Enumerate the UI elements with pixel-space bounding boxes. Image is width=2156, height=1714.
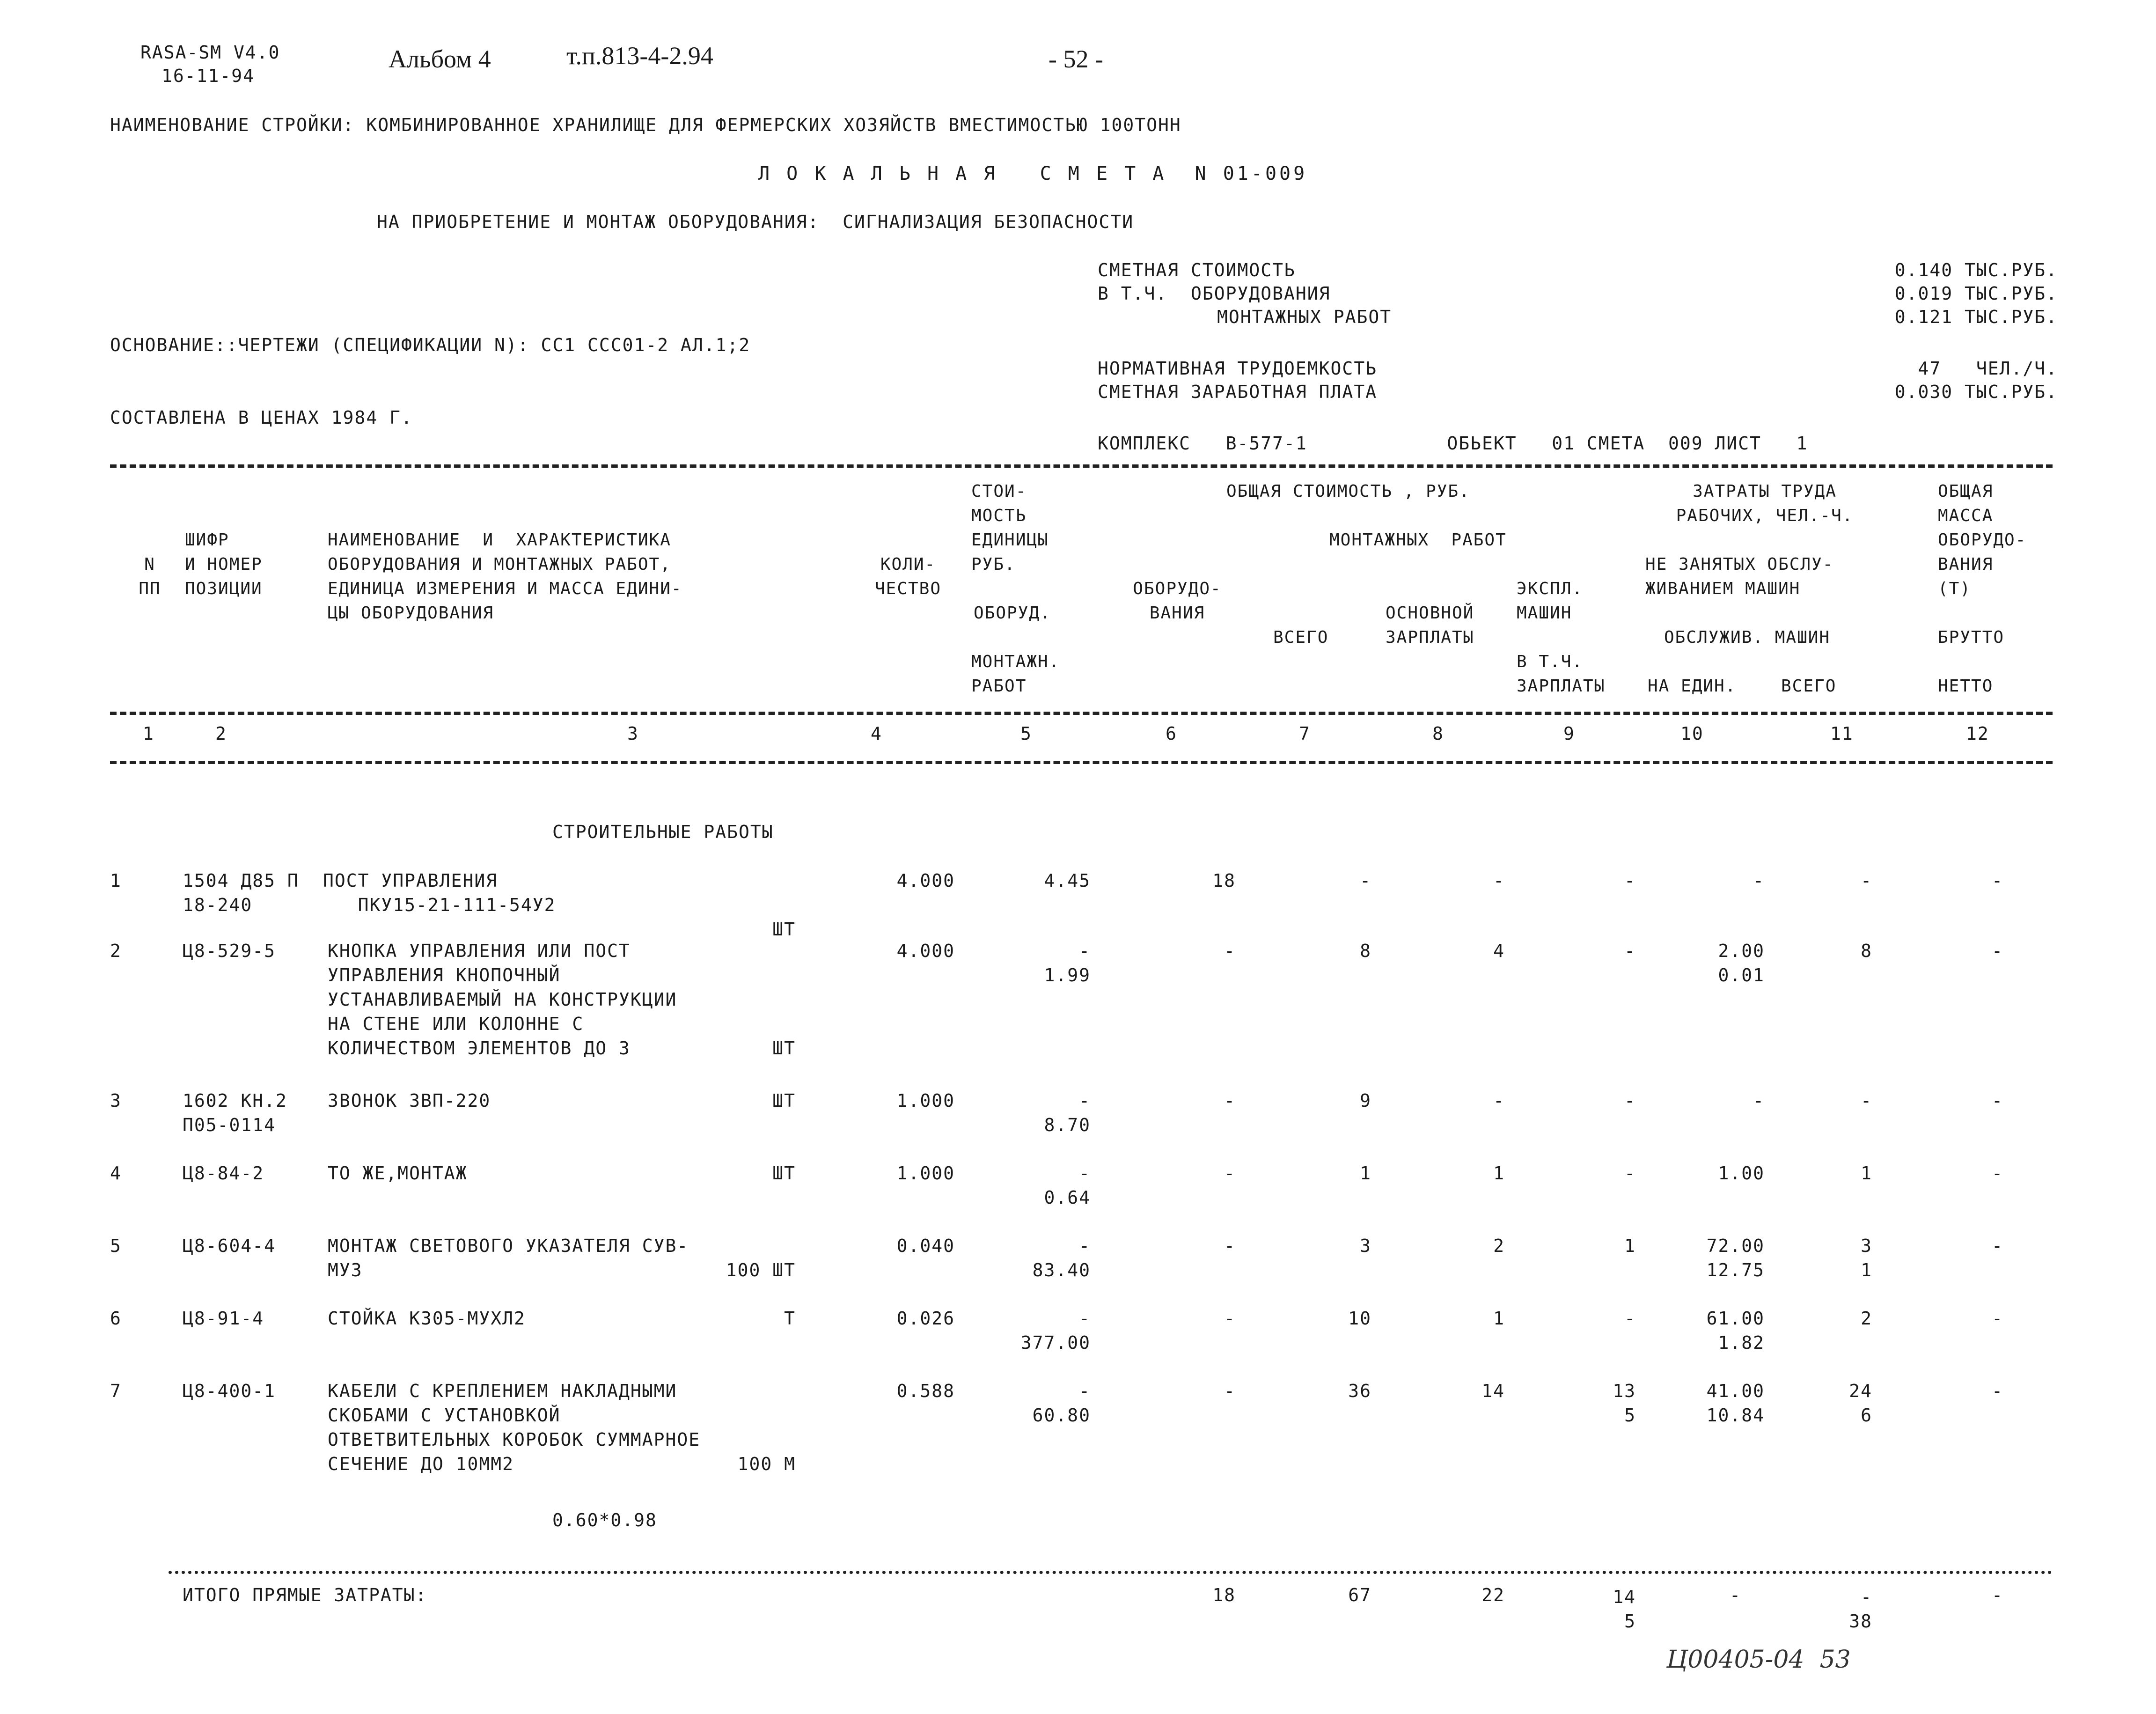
row-labor-total: - xyxy=(1861,1090,1872,1111)
header-labor-sub: НЕ ЗАНЯТЫХ ОБСЛУ- ЖИВАНИЕМ МАШИН xyxy=(1645,555,1834,598)
row-labor-unit: 1.00 xyxy=(1718,1163,1765,1184)
album-label: Альбом 4 xyxy=(389,45,491,73)
header-unit-install: МОНТАЖН. РАБОТ xyxy=(971,652,1060,696)
row-unit-price: 4.45 xyxy=(1044,870,1091,891)
row-machines: - xyxy=(1624,1308,1636,1329)
header-labor: ЗАТРАТЫ ТРУДА РАБОЧИХ, ЧЕЛ.-Ч. xyxy=(1676,482,1854,525)
summary-equip-value: 0.019 ТЫС.РУБ. xyxy=(1894,283,2058,304)
row-quantity: 4.000 xyxy=(896,870,955,891)
section-title: СТРОИТЕЛЬНЫЕ РАБОТЫ xyxy=(552,822,774,842)
row-machines: - xyxy=(1624,1090,1636,1111)
header-unit-equip: ОБОРУД. xyxy=(974,603,1051,623)
row-unit-price: - 377.00 xyxy=(1020,1308,1091,1353)
totals-mass: - xyxy=(1992,1585,2003,1605)
row-unit: Т xyxy=(784,1308,796,1329)
totals-install: 67 xyxy=(1348,1585,1371,1605)
row-labor-unit: 2.00 0.01 xyxy=(1718,941,1765,986)
totals-labor-total: - 38 xyxy=(1849,1587,1872,1632)
row-install-total: 36 xyxy=(1348,1381,1371,1401)
handwritten-note: Ц00405-04 53 xyxy=(1666,1646,1851,1674)
row-number: 7 xyxy=(110,1381,122,1401)
row-labor-total: 2 xyxy=(1861,1308,1872,1329)
row-equipment-cost: - xyxy=(1224,1236,1236,1256)
summary-cost-label: СМЕТНАЯ СТОИМОСТЬ xyxy=(1098,260,1296,280)
row-code: Ц8-400-1 xyxy=(183,1381,276,1401)
row-number: 3 xyxy=(110,1090,122,1111)
row-unit: 100 М xyxy=(737,1454,796,1474)
coefficient-note: 0.60*0.98 xyxy=(552,1510,657,1530)
totals-equip: 18 xyxy=(1212,1585,1236,1605)
program-version: RASA-SM V4.0 xyxy=(140,42,280,63)
row-wage: 14 xyxy=(1481,1381,1505,1401)
row-machines: - xyxy=(1624,870,1636,891)
row-wage: - xyxy=(1493,870,1505,891)
row-number: 2 xyxy=(110,941,122,961)
row-equipment-cost: - xyxy=(1224,1308,1236,1329)
summary-labor-label: НОРМАТИВНАЯ ТРУДОЕМКОСТЬ xyxy=(1098,358,1378,379)
row-quantity: 4.000 xyxy=(896,941,955,961)
row-labor-unit: - xyxy=(1753,1090,1765,1111)
summary-cost-value: 0.140 ТЫС.РУБ. xyxy=(1894,260,2058,280)
row-wage: - xyxy=(1493,1090,1505,1111)
header-total-cost: ОБЩАЯ СТОИМОСТЬ , РУБ. xyxy=(1226,482,1470,501)
row-unit-price: - 60.80 xyxy=(1032,1381,1091,1426)
row-unit: 100 ШТ xyxy=(726,1260,796,1280)
summary-wage-value: 0.030 ТЫС.РУБ. xyxy=(1894,382,2058,402)
header-qty: КОЛИ- ЧЕСТВО xyxy=(874,555,942,598)
row-mass: - xyxy=(1992,1163,2003,1184)
header-unit-cost: СТОИ- МОСТЬ ЕДИНИЦЫ РУБ. xyxy=(971,482,1049,574)
row-wage: 2 xyxy=(1493,1236,1505,1256)
row-number: 1 xyxy=(110,870,122,891)
row-mass: - xyxy=(1992,1308,2003,1329)
row-name: СТОЙКА К305-МУХЛ2 xyxy=(328,1308,526,1329)
row-number: 4 xyxy=(110,1163,122,1184)
header-machines: ЭКСПЛ. МАШИН xyxy=(1517,579,1584,623)
header-labor-total: ВСЕГО xyxy=(1781,677,1837,696)
column-number: 1 xyxy=(143,723,154,744)
row-labor-unit: - xyxy=(1753,870,1765,891)
row-machines: - xyxy=(1624,1163,1636,1184)
row-labor-total: 1 xyxy=(1861,1163,1872,1184)
row-mass: - xyxy=(1992,1381,2003,1401)
column-number: 9 xyxy=(1563,723,1575,744)
document-subtitle: НА ПРИОБРЕТЕНИЕ И МОНТАЖ ОБОРУДОВАНИЯ: СИГНАЛИЗАЦИЯ БЕЗОПАСНОСТИ xyxy=(377,212,1134,232)
row-name: ТО ЖЕ,МОНТАЖ xyxy=(328,1163,468,1184)
header-name: НАИМЕНОВАНИЕ И ХАРАКТЕРИСТИКА ОБОРУДОВАНИЯ И МОНТАЖНЫХ РАБОТ, ЕДИНИЦА ИЗМЕРЕНИЯ И МАССА ЕДИНИ- ЦЫ ОБОРУДОВАНИЯ xyxy=(328,530,682,623)
row-install-total: 3 xyxy=(1360,1236,1371,1256)
row-mass: - xyxy=(1992,870,2003,891)
row-wage: 1 xyxy=(1493,1308,1505,1329)
row-number: 5 xyxy=(110,1236,122,1256)
totals-labor-unit: - xyxy=(1730,1585,1741,1605)
column-number: 6 xyxy=(1166,723,1177,744)
row-code: Ц8-84-2 xyxy=(183,1163,264,1184)
complex-line: КОМПЛЕКС В-577-1 ОБЬЕКТ 01 СМЕТА 009 ЛИСТ 1 xyxy=(1098,433,1808,454)
row-labor-total: 8 xyxy=(1861,941,1872,961)
header-install-total: ВСЕГО xyxy=(1273,628,1329,647)
row-unit-price: - 8.70 xyxy=(1044,1090,1091,1135)
column-number: 5 xyxy=(1020,723,1032,744)
row-unit: ШТ xyxy=(772,1038,796,1059)
prices-line: СОСТАВЛЕНА В ЦЕНАХ 1984 Г. xyxy=(110,407,413,428)
project-code: т.п.813-4-2.94 xyxy=(566,42,713,70)
row-equipment-cost: - xyxy=(1224,1090,1236,1111)
totals-label: ИТОГО ПРЯМЫЕ ЗАТРАТЫ: xyxy=(183,1585,427,1605)
header-install: МОНТАЖНЫХ РАБОТ xyxy=(1329,530,1507,550)
row-labor-total: 3 1 xyxy=(1861,1236,1872,1280)
row-quantity: 1.000 xyxy=(896,1090,955,1111)
row-install-total: - xyxy=(1360,870,1371,891)
row-install-total: 9 xyxy=(1360,1090,1371,1111)
column-number: 4 xyxy=(871,723,882,744)
header-n: N ПП xyxy=(139,555,161,598)
row-machines: 1 xyxy=(1624,1236,1636,1256)
row-wage: 1 xyxy=(1493,1163,1505,1184)
row-unit-price: - 0.64 xyxy=(1044,1163,1091,1208)
header-machines-wage: В Т.Ч. ЗАРПЛАТЫ xyxy=(1517,652,1606,696)
row-code: Ц8-529-5 xyxy=(183,941,276,961)
column-number: 3 xyxy=(627,723,639,744)
row-mass: - xyxy=(1992,941,2003,961)
row-machines: - xyxy=(1624,941,1636,961)
row-code: 1504 Д85 П 18-240 xyxy=(183,870,299,915)
row-unit-price: - 83.40 xyxy=(1032,1236,1091,1280)
header-mass: ОБЩАЯ МАССА ОБОРУДО- ВАНИЯ (Т) xyxy=(1938,482,2027,598)
header-labor-sub2: ОБСЛУЖИВ. МАШИН xyxy=(1664,628,1831,647)
row-labor-total: - xyxy=(1861,870,1872,891)
row-mass: - xyxy=(1992,1090,2003,1111)
row-quantity: 0.588 xyxy=(896,1381,955,1401)
row-install-total: 1 xyxy=(1360,1163,1371,1184)
row-wage: 4 xyxy=(1493,941,1505,961)
summary-labor-value: 47 ЧЕЛ./Ч. xyxy=(1918,358,2058,379)
row-code: Ц8-91-4 xyxy=(183,1308,264,1329)
print-date: 16-11-94 xyxy=(161,66,255,86)
column-number: 10 xyxy=(1680,723,1704,744)
column-number: 2 xyxy=(215,723,227,744)
row-quantity: 1.000 xyxy=(896,1163,955,1184)
row-name: КАБЕЛИ С КРЕПЛЕНИЕМ НАКЛАДНЫМИ СКОБАМИ С УСТАНОВКОЙ ОТВЕТВИТЕЛЬНЫХ КОРОБОК СУММАРНОЕ СЕЧЕНИЕ ДО 10ММ2 xyxy=(328,1381,701,1474)
totals-machines: 14 5 xyxy=(1613,1587,1636,1632)
column-number: 11 xyxy=(1830,723,1854,744)
row-name: ЗВОНОК ЗВП-220 xyxy=(328,1090,491,1111)
header-labor-unit: НА ЕДИН. xyxy=(1648,677,1737,696)
totals-top-rule xyxy=(169,1571,2053,1574)
page-number: - 52 - xyxy=(1049,45,1103,73)
row-name: ПОСТ УПРАВЛЕНИЯ ПКУ15-21-111-54У2 xyxy=(323,870,556,915)
row-install-total: 10 xyxy=(1348,1308,1371,1329)
row-machines: 13 5 xyxy=(1613,1381,1636,1426)
row-name: МОНТАЖ СВЕТОВОГО УКАЗАТЕЛЯ СУВ- МУЗ xyxy=(328,1236,689,1280)
header-mass-net: НЕТТО xyxy=(1938,677,1994,696)
construction-name: НАИМЕНОВАНИЕ СТРОЙКИ: КОМБИНИРОВАННОЕ ХРАНИЛИЩЕ ДЛЯ ФЕРМЕРСКИХ ХОЗЯЙСТВ ВМЕСТИМОСТЬЮ 100ТОНН xyxy=(110,115,1181,135)
summary-install-label: МОНТАЖНЫХ РАБОТ xyxy=(1217,307,1392,327)
header-mass-gross: БРУТТО xyxy=(1938,628,2005,647)
row-mass: - xyxy=(1992,1236,2003,1256)
row-number: 6 xyxy=(110,1308,122,1329)
row-equipment-cost: - xyxy=(1224,941,1236,961)
column-number: 7 xyxy=(1299,723,1311,744)
row-equipment-cost: 18 xyxy=(1212,870,1236,891)
row-equipment-cost: - xyxy=(1224,1163,1236,1184)
summary-install-value: 0.121 ТЫС.РУБ. xyxy=(1894,307,2058,327)
row-code: 1602 КН.2 П05-0114 xyxy=(183,1090,287,1135)
row-labor-unit: 41.00 10.84 xyxy=(1706,1381,1765,1426)
row-install-total: 8 xyxy=(1360,941,1371,961)
row-quantity: 0.026 xyxy=(896,1308,955,1329)
header-equip: ОБОРУДО- ВАНИЯ xyxy=(1133,579,1222,623)
row-labor-unit: 72.00 12.75 xyxy=(1706,1236,1765,1280)
row-equipment-cost: - xyxy=(1224,1381,1236,1401)
summary-equip-label: В Т.Ч. ОБОРУДОВАНИЯ xyxy=(1098,283,1331,304)
row-labor-total: 24 6 xyxy=(1849,1381,1872,1426)
document-title: Л О К А Л Ь Н А Я С М Е Т А N 01-009 xyxy=(758,163,1308,184)
column-number: 8 xyxy=(1432,723,1444,744)
column-number: 12 xyxy=(1966,723,1989,744)
row-labor-unit: 61.00 1.82 xyxy=(1706,1308,1765,1353)
row-code: Ц8-604-4 xyxy=(183,1236,276,1256)
header-code: ШИФР И НОМЕР ПОЗИЦИИ xyxy=(185,530,263,598)
totals-wage: 22 xyxy=(1481,1585,1505,1605)
row-quantity: 0.040 xyxy=(896,1236,955,1256)
row-unit: ШТ xyxy=(772,1090,796,1111)
row-unit-price: - 1.99 xyxy=(1044,941,1091,986)
basis-line: ОСНОВАНИЕ::ЧЕРТЕЖИ (СПЕЦИФИКАЦИИ N): СС1 ССС01-2 АЛ.1;2 xyxy=(110,335,751,355)
row-unit: ШТ xyxy=(772,1163,796,1184)
summary-wage-label: СМЕТНАЯ ЗАРАБОТНАЯ ПЛАТА xyxy=(1098,382,1378,402)
header-wage: ОСНОВНОЙ ЗАРПЛАТЫ xyxy=(1386,603,1474,647)
row-name: КНОПКА УПРАВЛЕНИЯ ИЛИ ПОСТ УПРАВЛЕНИЯ КНОПОЧНЫЙ УСТАНАВЛИВАЕМЫЙ НА КОНСТРУКЦИИ НА СТЕНЕ ИЛИ КОЛОННЕ С КОЛИЧЕСТВОМ ЭЛЕМЕНТОВ ДО 3 xyxy=(328,941,677,1059)
row-unit: ШТ xyxy=(772,919,796,940)
